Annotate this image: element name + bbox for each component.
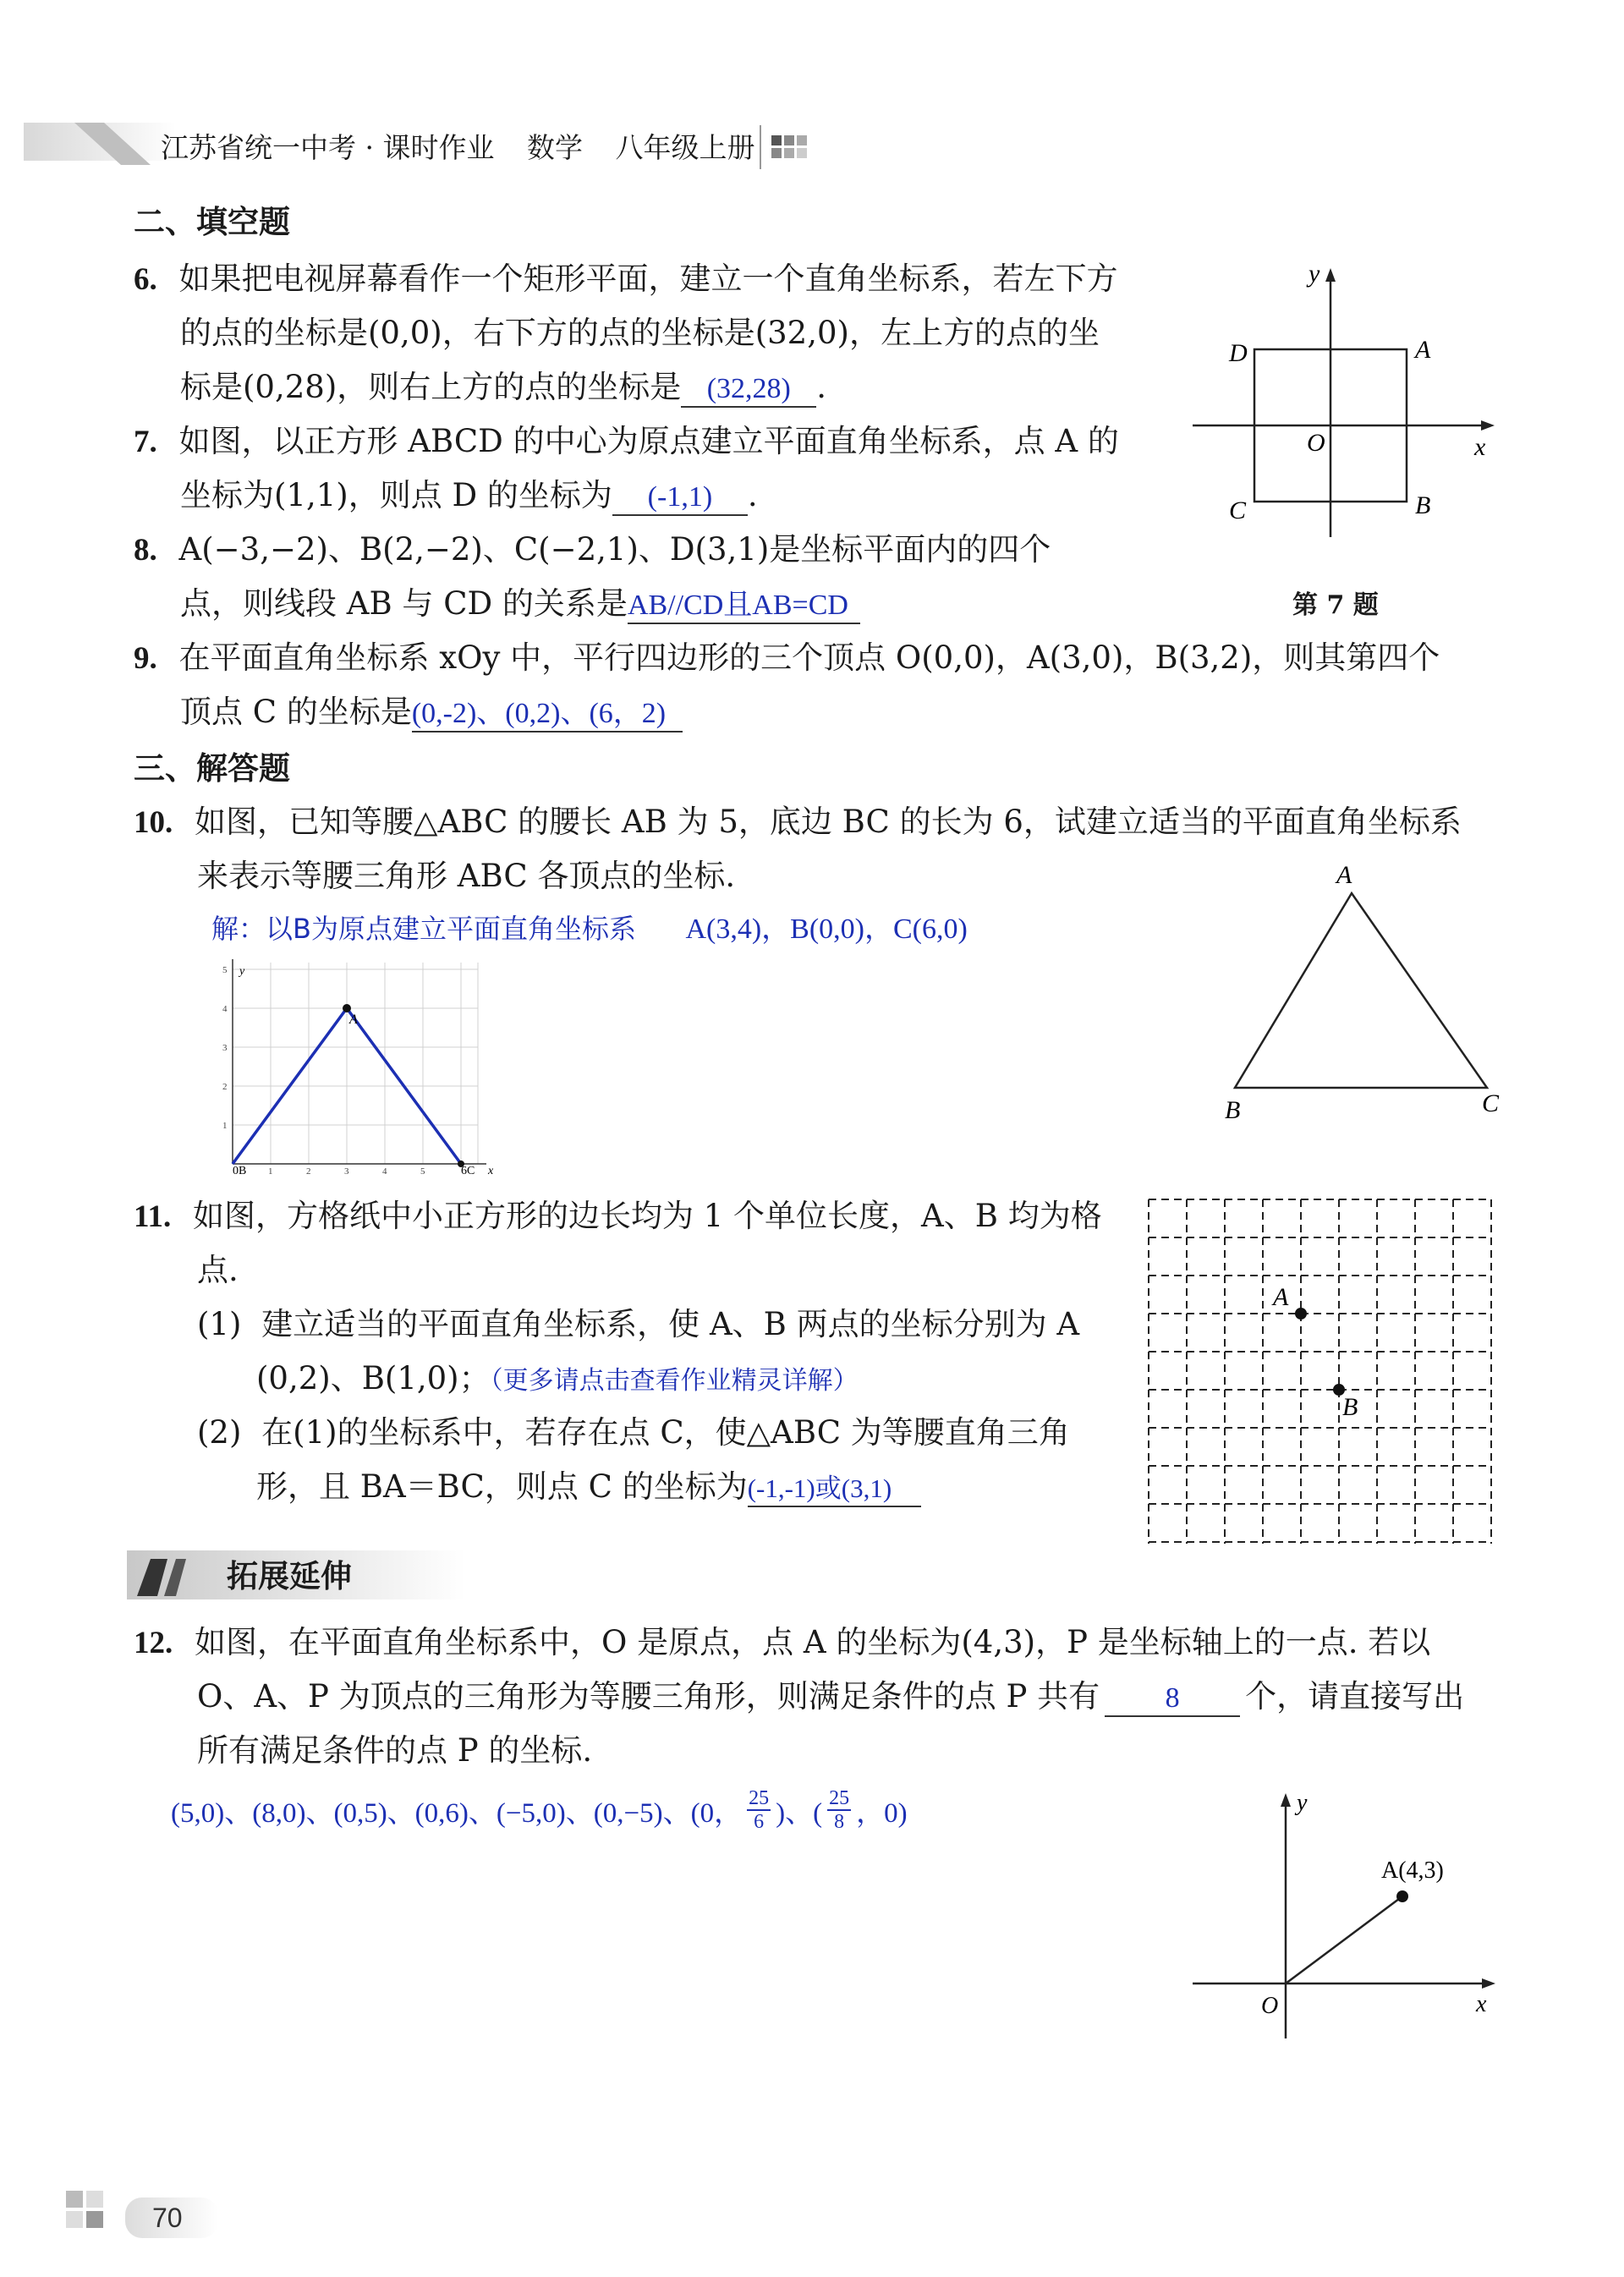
q8-answer: AB//CD且AB=CD [628,589,860,624]
q11-p2-text-1: 在(1)的坐标系中，若存在点 C，使△ABC 为等腰直角三角 [261,1414,1070,1451]
page-header [161,129,754,167]
q7-number: 7. [134,425,157,459]
q8-number: 8. [134,533,157,568]
q10-mini-xtick-3: 3 [344,1166,349,1176]
q12-y-arrow [1281,1793,1291,1807]
q7-figure [1188,258,1506,537]
q10-mini-label-c: 6C [461,1165,475,1176]
q10-text-2: 来表示等腰三角形 ABC 各顶点的坐标. [197,858,736,894]
q11-p1-line1 [197,1298,1079,1352]
q6-line3 [180,360,826,414]
q7-figure-caption: 第 7 题 [1292,590,1379,620]
section-extension: 拓展延伸 [227,1557,352,1594]
q11-text-2: 点. [197,1252,239,1288]
q7-label-y: y [1309,260,1320,288]
q12-label-x: x [1476,1991,1487,2017]
q11-p2-line2 [256,1460,921,1514]
q10-line1 [134,795,1462,850]
q9-number: 9. [134,641,157,676]
header-subject: 数学 [526,131,583,164]
q6-line1 [134,252,1118,307]
q12-label-a: A(4,3) [1381,1857,1444,1884]
q12-answer-mid: )、( [776,1797,823,1829]
q10-triangle [1235,893,1487,1088]
q7-label-b: B [1415,491,1431,519]
q12-segment-oa [1286,1896,1402,1983]
q7-label-d: D [1229,339,1248,367]
q10-mini-label-origin: 0B [233,1165,247,1176]
q6-text-3: 标是(0,28)，则右上方的点的坐标是 [180,369,682,405]
q12-frac1-den: 6 [754,1811,765,1833]
q10-mini-xtick-2: 2 [306,1166,311,1176]
q12-fraction-2 [827,1787,851,1833]
q11-p1-number: (1) [197,1306,242,1342]
q10-mini-xtick-4: 4 [382,1166,387,1176]
q9-answer: (0,-2)、(0,2)、(6，2) [412,697,683,732]
q11-label-a: A [1273,1283,1289,1311]
q9-text-1: 在平面直角坐标系 xOy 中，平行四边形的三个顶点 O(0,0)，A(3,0)，B(3,2)，则其第四个 [178,639,1440,676]
header-divider [760,125,761,169]
section-fill-blank: 二、填空题 [134,203,290,240]
q10-mini-ytick-2: 2 [222,1082,228,1092]
q8-text-1: A(−3,−2)、B(2,−2)、C(−2,1)、D(3,1)是坐标平面内的四个 [178,531,1051,568]
q11-text-1: 如图，方格纸中小正方形的边长均为 1 个单位长度，A、B 均为格 [192,1198,1102,1234]
q10-triangle-figure [1218,861,1506,1123]
q7-x-arrow [1481,420,1495,431]
q10-mini-chart [207,956,503,1176]
q11-p1-text-1: 建立适当的平面直角坐标系，使 A、B 两点的坐标分别为 A [261,1306,1080,1342]
q11-point-a [1295,1308,1307,1320]
header-title: 江苏省统一中考 · 课时作业 [161,131,495,164]
q12-point-a [1396,1890,1408,1902]
q7-label-x: x [1474,433,1486,461]
q10-mini-ytick-4: 4 [222,1004,228,1014]
q7-line2 [180,469,758,523]
q10-mini-label-x: x [488,1165,494,1176]
q7-text-1: 如图，以正方形 ABCD 的中心为原点建立平面直角坐标系，点 A 的 [178,423,1119,459]
q12-frac1-num: 25 [749,1787,770,1809]
q11-grid-figure [1146,1197,1506,1556]
q11-answer: (-1,-1)或(3,1) [748,1472,921,1507]
q12-answer-line [171,1785,908,1835]
q10-mini-xtick-1: 1 [268,1166,273,1176]
q12-answer-main: (5,0)、(8,0)、(0,5)、(0,6)、(−5,0)、(0,−5)、(0， [171,1797,743,1829]
q6-period: . [816,369,827,405]
q10-mini-ytick-5: 5 [222,965,228,975]
q11-label-b: B [1342,1393,1358,1421]
q8-line1 [134,523,1051,578]
q10-mini-xtick-5: 5 [420,1166,425,1176]
q11-number: 11. [134,1199,172,1234]
q11-p2-line1 [197,1406,1070,1460]
q12-count: 8 [1105,1682,1240,1717]
q9-line2 [180,685,683,739]
q11-p2-number: (2) [197,1414,242,1451]
q12-label-o: O [1261,1993,1279,2019]
q6-number: 6. [134,262,157,297]
q6-text-1: 如果把电视屏幕看作一个矩形平面，建立一个直角坐标系，若左下方 [178,261,1118,297]
q10-mini-label-y: y [239,965,245,978]
q12-frac2-den: 8 [834,1811,845,1833]
q10-number: 10. [134,805,173,840]
q8-text-2: 点，则线段 AB 与 CD 的关系是 [180,585,628,622]
q10-coords: A(3,4)，B(0,0)，C(6,0) [685,914,968,945]
q11-p1-text-2: (0,2)、B(1,0)； [256,1360,491,1396]
q10-solution-line [211,909,968,949]
q10-label-c: C [1482,1089,1500,1117]
header-grid-icon [771,135,822,166]
q7-label-a: A [1415,336,1431,364]
page-number: 70 [152,2203,183,2233]
q10-mini-label-a: A [349,1012,358,1027]
q9-line1 [134,631,1440,686]
q10-mini-point-a [343,1004,351,1012]
q12-text-3: 所有满足条件的点 P 的坐标. [197,1732,593,1769]
q10-text-1: 如图，已知等腰△ABC 的腰长 AB 为 5，底边 BC 的长为 6，试建立适当的平面直角坐标系 [195,804,1462,840]
q7-text-2: 坐标为(1,1)，则点 D 的坐标为 [180,477,612,513]
q11-p2-text-2: 形，且 BA＝BC，则点 C 的坐标为 [256,1468,748,1505]
q10-mini-ytick-3: 3 [222,1043,228,1053]
q9-text-2: 顶点 C 的坐标是 [180,694,412,730]
q11-line1 [134,1189,1102,1244]
q7-answer: (-1,1) [612,480,748,516]
q7-label-o: O [1307,429,1325,457]
header-grade: 八年级上册 [615,131,755,164]
q12-label-y: y [1297,1790,1308,1816]
q12-text-1: 如图，在平面直角坐标系中，O 是原点，点 A 的坐标为(4,3)，P 是坐标轴上的一点. 若以 [195,1624,1431,1660]
q7-period: . [747,477,758,513]
q11-more-link[interactable]: （更多请点击查看作业精灵详解） [490,1366,859,1396]
q10-label-b: B [1225,1096,1241,1123]
q12-number: 12. [134,1626,173,1660]
q10-label-a: A [1336,861,1352,889]
q7-y-arrow [1325,268,1336,282]
q12-answer-end: ，0) [856,1797,908,1829]
q6-answer: (32,28) [681,372,816,408]
q12-text-2: O、A、P 为顶点的三角形为等腰三角形，则满足条件的点 P 共有 [197,1678,1100,1715]
section-answer: 三、解答题 [134,749,290,787]
q11-p1-line2 [256,1352,859,1408]
q12-figure [1188,1785,1510,2038]
q11-dashed-grid [1149,1199,1491,1544]
q8-line2 [180,577,860,631]
q12-text-2b: 个，请直接写出 [1245,1678,1465,1715]
q12-x-arrow [1482,1978,1495,1989]
q7-label-c: C [1229,497,1247,524]
q12-line2 [197,1670,1464,1724]
q7-line1 [134,414,1119,469]
q10-solution: 解：以B为原点建立平面直角坐标系 [211,913,636,945]
q12-frac2-num: 25 [829,1787,850,1809]
q10-mini-ytick-1: 1 [222,1121,228,1131]
q6-text-2: 的点的坐标是(0,0)，右下方的点的坐标是(32,0)，左上方的点的坐 [180,315,1100,351]
q12-line1 [134,1616,1430,1671]
footer-grid-icon [66,2191,117,2233]
q12-fraction-1 [747,1787,771,1833]
